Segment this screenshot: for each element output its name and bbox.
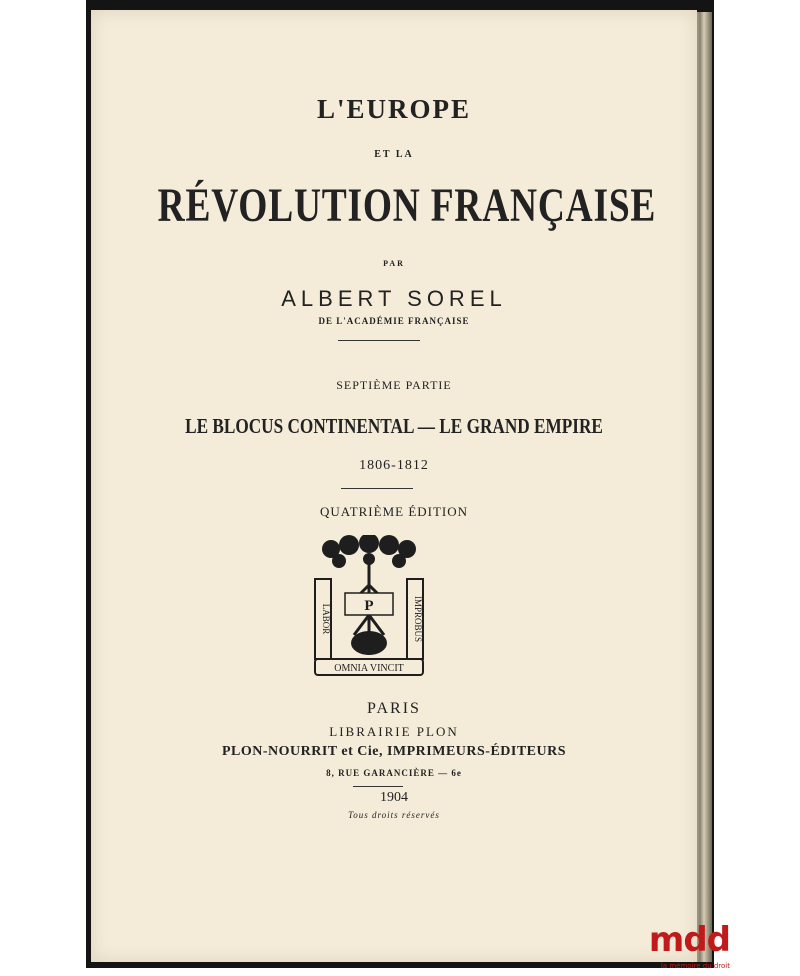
rights-notice: Tous droits réservés bbox=[348, 810, 440, 820]
author-affiliation: DE L'ACADÉMIE FRANÇAISE bbox=[318, 316, 470, 326]
publication-year: 1904 bbox=[380, 790, 408, 805]
title-page bbox=[91, 10, 697, 962]
divider-rule bbox=[353, 786, 403, 787]
title-line-2: ET LA bbox=[374, 149, 414, 160]
years: 1806-1812 bbox=[359, 458, 429, 473]
divider-rule bbox=[338, 340, 420, 341]
address: 8, RUE GARANCIÈRE — 6e bbox=[326, 768, 462, 778]
title-line-1: L'EUROPE bbox=[316, 94, 472, 124]
mark-right-text: IMPROBUS bbox=[413, 595, 423, 643]
divider-rule bbox=[341, 488, 413, 489]
mark-motto: OMNIA VINCIT bbox=[334, 663, 404, 674]
by-label: PAR bbox=[383, 259, 405, 268]
printer-mark-icon bbox=[309, 535, 429, 677]
part-label: SEPTIÈME PARTIE bbox=[336, 378, 452, 392]
city: PARIS bbox=[367, 700, 421, 717]
edition: QUATRIÈME ÉDITION bbox=[319, 504, 469, 519]
author-name: ALBERT SOREL bbox=[281, 286, 507, 311]
mark-monogram: P bbox=[364, 598, 374, 614]
printers: PLON-NOURRIT et Cie, IMPRIMEURS-ÉDITEURS bbox=[221, 744, 567, 759]
mark-left-text: LABOR bbox=[321, 603, 331, 635]
mdd-logo: mdd bbox=[648, 920, 730, 960]
subtitle: LE BLOCUS CONTINENTAL — LE GRAND EMPIRE bbox=[185, 414, 603, 438]
publisher: LIBRAIRIE PLON bbox=[329, 724, 459, 739]
mdd-tagline: la mémoire du droit bbox=[660, 962, 730, 970]
main-title: RÉVOLUTION FRANÇAISE bbox=[157, 179, 657, 232]
